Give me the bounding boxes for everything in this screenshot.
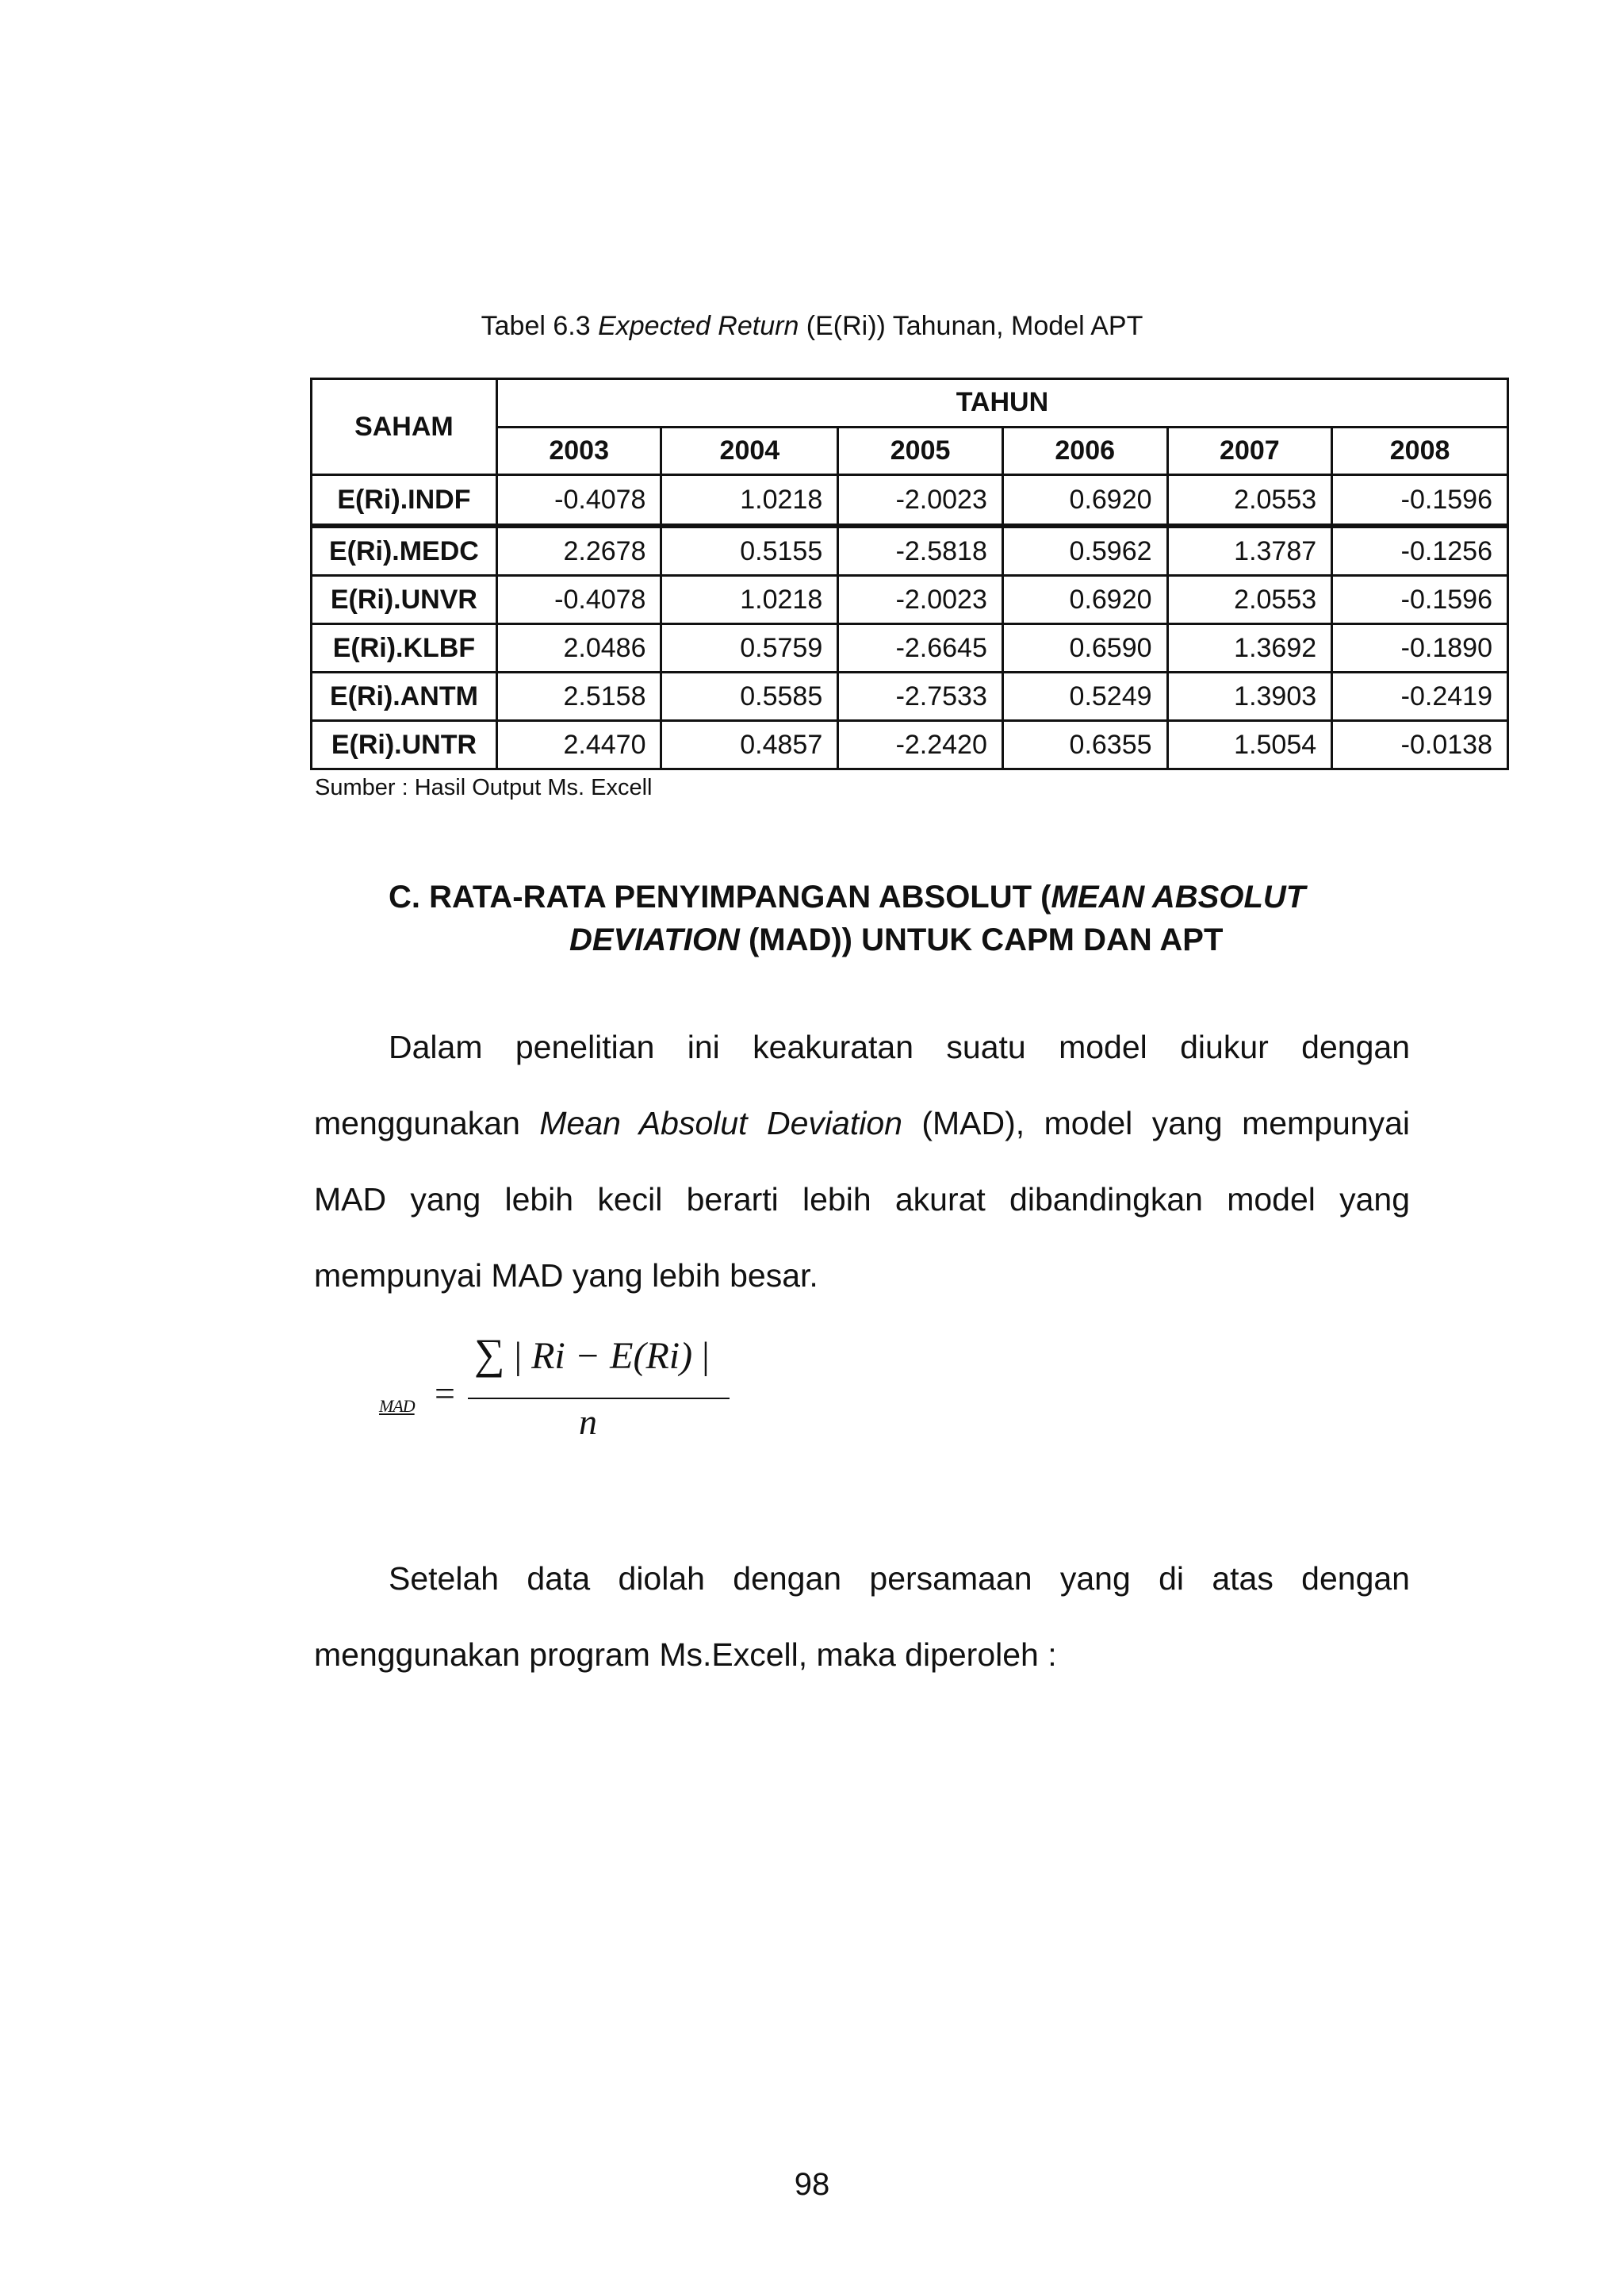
table-cell: 2.0553 bbox=[1167, 475, 1332, 527]
table-source-note: Sumber : Hasil Output Ms. Excell bbox=[315, 775, 653, 800]
stock-column-header: SAHAM bbox=[312, 379, 497, 475]
abs-bar-right: | bbox=[692, 1335, 710, 1377]
table-cell: -2.0023 bbox=[838, 475, 1003, 527]
table-cell: -0.1890 bbox=[1332, 624, 1508, 673]
table-cell: -0.1596 bbox=[1332, 576, 1508, 624]
table-cell: 0.6920 bbox=[1002, 475, 1167, 527]
row-label: E(Ri).ANTM bbox=[312, 673, 497, 721]
table-cell: -0.1596 bbox=[1332, 475, 1508, 527]
caption-suffix: (E(Ri)) Tahunan, Model APT bbox=[799, 311, 1143, 341]
year-group-header: TAHUN bbox=[496, 379, 1507, 428]
table-cell: 1.3787 bbox=[1167, 526, 1332, 576]
section-heading-line1 bbox=[389, 876, 1419, 919]
table-cell: 2.0553 bbox=[1167, 576, 1332, 624]
row-label: E(Ri).UNTR bbox=[312, 721, 497, 769]
expected-return-table bbox=[310, 378, 1509, 770]
row-label: E(Ri).KLBF bbox=[312, 624, 497, 673]
heading-line1-italic: MEAN ABSOLUT bbox=[1051, 880, 1306, 915]
table-row bbox=[312, 624, 1508, 673]
section-heading-line2 bbox=[389, 919, 1419, 961]
table-cell: 0.6355 bbox=[1002, 721, 1167, 769]
body-paragraph-2 bbox=[314, 1540, 1410, 1693]
formula-lhs: MAD bbox=[379, 1396, 415, 1416]
formula-numerator bbox=[474, 1329, 710, 1379]
heading-line1-plain: C. RATA-RATA PENYIMPANGAN ABSOLUT ( bbox=[389, 880, 1051, 915]
heading-line2-italic: DEVIATION bbox=[569, 922, 740, 957]
expected-return-table-wrapper bbox=[310, 378, 1509, 770]
page-number: 98 bbox=[794, 2167, 830, 2202]
row-label: E(Ri).MEDC bbox=[312, 526, 497, 576]
formula-equals: = bbox=[435, 1373, 455, 1413]
paragraph2-text: Setelah data diolah dengan persamaan yang di atas dengan menggunakan program Ms.Excell, maka diperoleh : bbox=[314, 1560, 1410, 1673]
table-cell: -0.0138 bbox=[1332, 721, 1508, 769]
caption-italic: Expected Return bbox=[598, 311, 799, 341]
table-cell: -0.2419 bbox=[1332, 673, 1508, 721]
table-cell: 0.4857 bbox=[661, 721, 838, 769]
year-header: 2008 bbox=[1332, 427, 1508, 475]
body-paragraph-1 bbox=[314, 1009, 1410, 1314]
table-row bbox=[312, 526, 1508, 576]
abs-bar-left: | bbox=[504, 1335, 532, 1377]
year-header: 2003 bbox=[496, 427, 661, 475]
table-cell: 1.3692 bbox=[1167, 624, 1332, 673]
table-cell: 0.5585 bbox=[661, 673, 838, 721]
year-header: 2004 bbox=[661, 427, 838, 475]
table-cell: -2.7533 bbox=[838, 673, 1003, 721]
paragraph1-part1: Dalam penelitian ini keakuratan suatu model diukur dengan menggunakan bbox=[314, 1029, 1410, 1141]
table-cell: -0.4078 bbox=[496, 576, 661, 624]
paragraph1-part2: (MAD), model yang mempunyai MAD yang lebih kecil berarti lebih akurat dibandingkan model yang mempunyai MAD yang lebih besar. bbox=[314, 1105, 1411, 1294]
caption-prefix: Tabel 6.3 bbox=[481, 311, 599, 341]
fraction-line bbox=[468, 1398, 730, 1399]
table-cell: -0.4078 bbox=[496, 475, 661, 527]
table-row bbox=[312, 721, 1508, 769]
paragraph1-italic: Mean Absolut Deviation bbox=[539, 1105, 902, 1141]
table-cell: 2.4470 bbox=[496, 721, 661, 769]
table-cell: 0.5155 bbox=[661, 526, 838, 576]
table-cell: -2.2420 bbox=[838, 721, 1003, 769]
formula-numerator-expr: Ri − E(Ri) bbox=[531, 1335, 693, 1377]
formula-denominator: n bbox=[579, 1402, 597, 1442]
table-caption bbox=[0, 309, 1624, 343]
table-cell: 1.5054 bbox=[1167, 721, 1332, 769]
year-header: 2006 bbox=[1002, 427, 1167, 475]
heading-line2-plain: (MAD)) UNTUK CAPM DAN APT bbox=[739, 922, 1224, 957]
table-cell: 2.2678 bbox=[496, 526, 661, 576]
mad-formula bbox=[379, 1329, 728, 1440]
table-cell: 0.5249 bbox=[1002, 673, 1167, 721]
table-row bbox=[312, 673, 1508, 721]
section-heading bbox=[389, 876, 1419, 961]
table-cell: -2.0023 bbox=[838, 576, 1003, 624]
table-cell: 1.0218 bbox=[661, 576, 838, 624]
table-cell: 0.5962 bbox=[1002, 526, 1167, 576]
table-cell: 1.3903 bbox=[1167, 673, 1332, 721]
row-label: E(Ri).UNVR bbox=[312, 576, 497, 624]
table-cell: -2.5818 bbox=[838, 526, 1003, 576]
sigma-symbol: ∑ bbox=[474, 1330, 505, 1378]
table-cell: 2.0486 bbox=[496, 624, 661, 673]
table-cell: -2.6645 bbox=[838, 624, 1003, 673]
year-header: 2007 bbox=[1167, 427, 1332, 475]
table-cell: 0.6590 bbox=[1002, 624, 1167, 673]
table-cell: 2.5158 bbox=[496, 673, 661, 721]
table-cell: 1.0218 bbox=[661, 475, 838, 527]
table-row bbox=[312, 475, 1508, 527]
table-cell: 0.6920 bbox=[1002, 576, 1167, 624]
table-cell: -0.1256 bbox=[1332, 526, 1508, 576]
row-label: E(Ri).INDF bbox=[312, 475, 497, 527]
table-cell: 0.5759 bbox=[661, 624, 838, 673]
year-header: 2005 bbox=[838, 427, 1003, 475]
table-row bbox=[312, 576, 1508, 624]
